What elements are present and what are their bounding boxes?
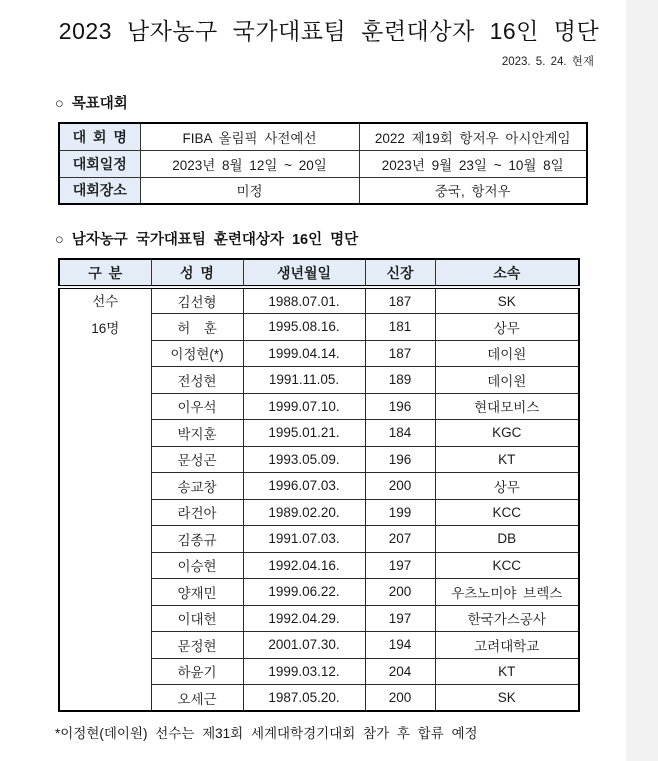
player-birth-cell: 1992.04.29.: [243, 605, 365, 632]
player-team-cell: 데이원: [435, 340, 579, 367]
competition-cell-asiangames: 중국, 항저우: [359, 177, 587, 204]
roster-header: [59, 259, 579, 287]
player-name-cell: 이우석: [151, 393, 243, 420]
player-birth-cell: 1995.01.21.: [243, 420, 365, 447]
competition-row: [59, 123, 587, 150]
player-height-cell: 187: [365, 287, 435, 314]
competition-cell-olympic: FIBA 올림픽 사전예선: [140, 123, 359, 150]
player-team-cell: DB: [435, 526, 579, 553]
player-name-cell: 전성현: [151, 367, 243, 394]
player-height-cell: 187: [365, 340, 435, 367]
group-label-line1: 선수: [92, 294, 119, 309]
player-height-cell: 189: [365, 367, 435, 394]
competition-cell-asiangames: 2022 제19회 항저우 아시안게임: [359, 123, 587, 150]
player-name-cell: 허 훈: [151, 314, 243, 341]
competition-cell-asiangames: 2023년 9월 23일 ~ 10월 8일: [359, 150, 587, 177]
player-height-cell: 196: [365, 446, 435, 473]
col-header-team: 소속: [435, 259, 579, 287]
competition-row-label: 대회일정: [59, 150, 140, 177]
competition-row-label: 대회장소: [59, 177, 140, 204]
page-title: 2023 남자농구 국가대표팀 훈련대상자 16인 명단: [58, 18, 600, 44]
player-team-cell: 데이원: [435, 367, 579, 394]
player-team-cell: 현대모비스: [435, 393, 579, 420]
player-team-cell: SK: [435, 685, 579, 712]
player-team-cell: 상무: [435, 473, 579, 500]
player-team-cell: KCC: [435, 499, 579, 526]
competition-row-label: 대 회 명: [59, 123, 140, 150]
player-team-cell: 우츠노미야 브렉스: [435, 579, 579, 606]
player-name-cell: 김선형: [151, 287, 243, 314]
player-height-cell: 200: [365, 579, 435, 606]
player-team-cell: SK: [435, 287, 579, 314]
player-name-cell: 문정현: [151, 632, 243, 659]
player-height-cell: 199: [365, 499, 435, 526]
roster-header-row: [59, 259, 579, 287]
player-name-cell: 양재민: [151, 579, 243, 606]
player-birth-cell: 1991.11.05.: [243, 367, 365, 394]
player-birth-cell: 2001.07.30.: [243, 632, 365, 659]
player-height-cell: 197: [365, 552, 435, 579]
player-name-cell: 하윤기: [151, 658, 243, 685]
player-birth-cell: 1996.07.03.: [243, 473, 365, 500]
player-birth-cell: 1989.02.20.: [243, 499, 365, 526]
player-name-cell: 송교창: [151, 473, 243, 500]
competition-cell-olympic: 2023년 8월 12일 ~ 20일: [140, 150, 359, 177]
player-team-cell: 상무: [435, 314, 579, 341]
player-team-cell: KGC: [435, 420, 579, 447]
roster-table: [58, 258, 580, 712]
player-birth-cell: 1999.06.22.: [243, 579, 365, 606]
player-height-cell: 200: [365, 473, 435, 500]
player-height-cell: 194: [365, 632, 435, 659]
competition-cell-olympic: 미정: [140, 177, 359, 204]
player-team-cell: KT: [435, 658, 579, 685]
player-birth-cell: 1995.08.16.: [243, 314, 365, 341]
player-team-cell: KT: [435, 446, 579, 473]
competition-row: [59, 150, 587, 177]
player-name-cell: 박지훈: [151, 420, 243, 447]
player-birth-cell: 1993.05.09.: [243, 446, 365, 473]
group-cell: [59, 287, 151, 711]
col-header-height: 신장: [365, 259, 435, 287]
player-birth-cell: 1988.07.01.: [243, 287, 365, 314]
section-heading-competitions: ○ 목표대회: [55, 96, 128, 112]
player-height-cell: 184: [365, 420, 435, 447]
player-height-cell: 200: [365, 685, 435, 712]
col-header-group: 구 분: [59, 259, 151, 287]
col-header-name: 성 명: [151, 259, 243, 287]
player-birth-cell: 1999.03.12.: [243, 658, 365, 685]
player-team-cell: KCC: [435, 552, 579, 579]
player-height-cell: 196: [365, 393, 435, 420]
player-height-cell: 207: [365, 526, 435, 553]
player-name-cell: 이승현: [151, 552, 243, 579]
competitions-body: [59, 123, 587, 204]
player-name-cell: 문성곤: [151, 446, 243, 473]
player-height-cell: 197: [365, 605, 435, 632]
player-name-cell: 김종규: [151, 526, 243, 553]
player-name-cell: 이대헌: [151, 605, 243, 632]
group-label-line2: 16명: [91, 320, 120, 336]
roster-body: [59, 287, 579, 711]
col-header-birth: 생년월일: [243, 259, 365, 287]
player-birth-cell: 1999.07.10.: [243, 393, 365, 420]
footnote: *이정현(데이원) 선수는 제31회 세계대학경기대회 참가 후 합류 예정: [55, 726, 478, 741]
player-row: [59, 287, 579, 314]
competitions-table: [58, 122, 588, 205]
player-team-cell: 고려대학교: [435, 632, 579, 659]
player-birth-cell: 1999.04.14.: [243, 340, 365, 367]
player-height-cell: 181: [365, 314, 435, 341]
player-birth-cell: 1991.07.03.: [243, 526, 365, 553]
player-birth-cell: 1987.05.20.: [243, 685, 365, 712]
player-team-cell: 한국가스공사: [435, 605, 579, 632]
player-height-cell: 204: [365, 658, 435, 685]
date-note: 2023. 5. 24. 현재: [501, 56, 594, 68]
player-name-cell: 오세근: [151, 685, 243, 712]
page-edge-strip: [626, 0, 658, 761]
player-name-cell: 이정현(*): [151, 340, 243, 367]
section-heading-roster: ○ 남자농구 국가대표팀 훈련대상자 16인 명단: [55, 232, 359, 248]
player-name-cell: 라건아: [151, 499, 243, 526]
competition-row: [59, 177, 587, 204]
player-birth-cell: 1992.04.16.: [243, 552, 365, 579]
